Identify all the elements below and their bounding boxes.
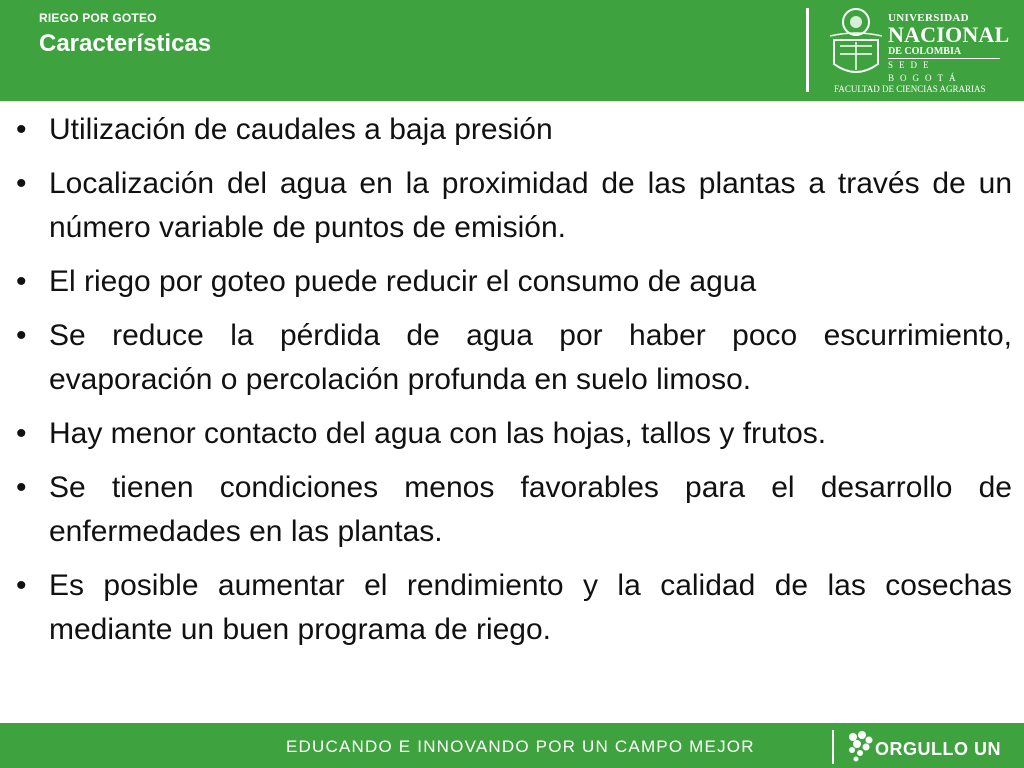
list-item [14, 466, 1012, 554]
list-item [14, 108, 1012, 152]
logo-line-nacional: NACIONAL [888, 22, 1010, 47]
logo-line-universidad: UNIVERSIDAD [888, 12, 969, 24]
university-logo [826, 6, 1016, 94]
list-item [14, 412, 1012, 456]
bullet-dot-icon: • [16, 113, 27, 146]
list-item-text: Utilización de caudales a baja presión [49, 113, 553, 146]
list-item-text: Se tienen condiciones menos favorables para el desarrollo de enfermedades en las plantas. [49, 471, 1012, 548]
section-kicker: RIEGO POR GOTEO [39, 11, 157, 25]
slide-title: Características [39, 30, 212, 57]
list-item [14, 260, 1012, 304]
logo-line-sede: SEDE BOGOTÁ [888, 60, 962, 83]
list-item [14, 564, 1012, 652]
logo-line-colombia: DE COLOMBIA [888, 46, 1000, 59]
list-item-text: El riego por goteo puede reducir el consumo de agua [49, 265, 757, 298]
bullet-dot-icon: • [16, 265, 27, 298]
list-item-text: Localización del agua en la proximidad de las plantas a través de un número variable de puntos de emisión. [49, 167, 1012, 244]
bullet-content [14, 108, 1012, 662]
footer-motto: EDUCANDO E INNOVANDO POR UN CAMPO MEJOR [286, 737, 755, 756]
footer-divider [832, 730, 834, 764]
bullet-dot-icon: • [16, 417, 27, 450]
list-item [14, 162, 1012, 250]
bullet-dot-icon: • [16, 569, 27, 602]
orgullo-brand-text: ORGULLO UN [875, 739, 1001, 759]
grape-cluster-icon [845, 729, 875, 765]
orgullo-un-logo [845, 729, 1020, 765]
header-bar [0, 0, 1024, 101]
university-seal-icon [826, 6, 886, 80]
bullet-list [14, 108, 1012, 652]
bullet-dot-icon: • [16, 319, 27, 352]
list-item-text: Es posible aumentar el rendimiento y la calidad de las cosechas mediante un buen programa de riego. [49, 569, 1012, 646]
logo-line-facultad: FACULTAD DE CIENCIAS AGRARIAS [834, 84, 986, 94]
list-item-text: Hay menor contacto del agua con las hojas, tallos y frutos. [49, 417, 827, 450]
header-divider [806, 8, 809, 92]
list-item [14, 314, 1012, 402]
bullet-dot-icon: • [16, 471, 27, 504]
bullet-dot-icon: • [16, 167, 27, 200]
list-item-text: Se reduce la pérdida de agua por haber poco escurrimiento, evaporación o percolación profunda en suelo limoso. [49, 319, 1012, 396]
